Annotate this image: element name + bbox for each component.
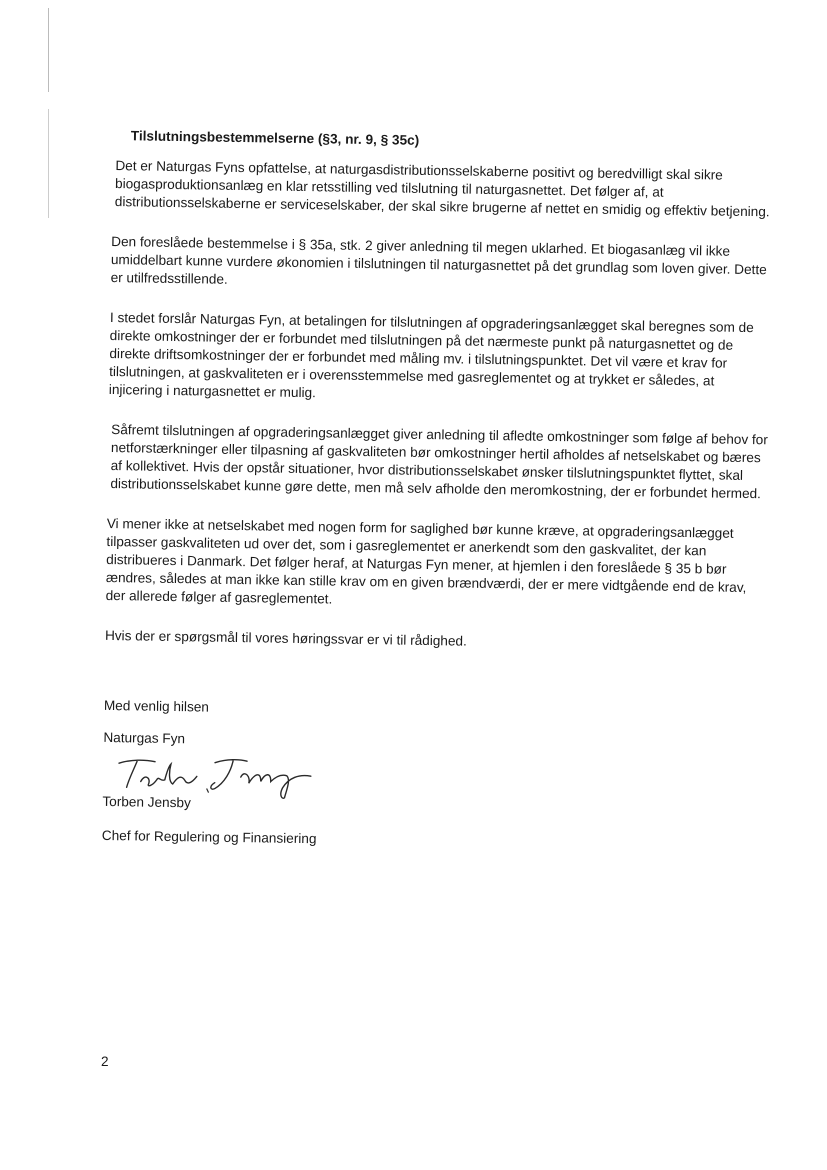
scan-margin-line — [48, 8, 49, 218]
paragraph-1: Det er Naturgas Fyns opfattelse, at naturgasdistributionsselskaberne positivt og beredvilligt skal sikre biogasproduktionsanlæg en klar retsstilling ved tilslutning til naturgasnettet. Det følger af, at distributionsselskaberne er serviceselskaber, der skal sikre brugerne af nettet en smidig og effektiv betjening. — [114, 158, 770, 220]
signer-name: Torben Jensby — [102, 793, 191, 811]
letter-body — [102, 127, 773, 855]
signer-title: Chef for Regulering og Finansiering — [101, 827, 317, 847]
paragraph-3: I stedet forslår Naturgas Fyn, at betalingen for tilslutningen af opgraderingsanlægget skal beregnes som de direkte omkostninger der er forbundet med tilslutningen på det nærmeste punkt på naturgasnettet og de direkte driftsomkostninger der er forbundet med måling mv. i tilslutningspunktet. Det vil være et krav for tilslutningen, at gaskvaliteten er i overensstemmelse med gasreglementet og at trykket er således, at injicering i naturgasnettet er mulig. — [108, 309, 754, 401]
paragraph-4: Såfremt tilslutningen af opgraderingsanlægget giver anledning til afledte omkostninger som følge af behov for netforstærkninger eller tilpasning af gaskvaliteten bør omkostninger hertil afholdes af netselskabet og bæres af kollektivet. Hvis der opstår situationer, hvor distributionsselskabet ønsker tilslutningspunktet flyttet, skal distributionsselskabet kunne gøre dette, men må selv afholde den meromkostning, der er forbundet hermed. — [110, 422, 768, 502]
paragraph-6: Hvis der er spørgsmål til vores høringssvar er vi til rådighed. — [104, 627, 467, 649]
closing-greeting: Med venlig hilsen — [103, 697, 210, 715]
paragraph-2: Den foreslåede bestemmelse i § 35a, stk. 2 giver anledning til megen uklarhed. Et biogasanlæg vil ikke umiddelbart kunne vurdere økonomien i tilslutningen til naturgasnettet på det grundlag som loven giver. Dette er utilfredsstillende. — [110, 233, 767, 287]
section-heading: Tilslutningsbestemmelserne (§3, nr. 9, § 35c) — [130, 128, 420, 148]
page-number: 2 — [101, 1054, 109, 1069]
closing-organization: Naturgas Fyn — [103, 729, 186, 747]
paragraph-5: Vi mener ikke at netselskabet med nogen form for saglighed bør kunne kræve, at opgraderingsanlægget tilpasser gaskvaliteten ud over det, som i gasreglementet er anerkendt som den gaskvalitet, der kan distribueres i Danmark. Det følger heraf, at Naturgas Fyn mener, at hjemlen i den foreslåede § 35 b bør ændres, således at man ikke kan stille krav om en given brændværdi, der er mere vidtgående end de krav, der allerede følger af gasreglementet. — [105, 515, 747, 607]
